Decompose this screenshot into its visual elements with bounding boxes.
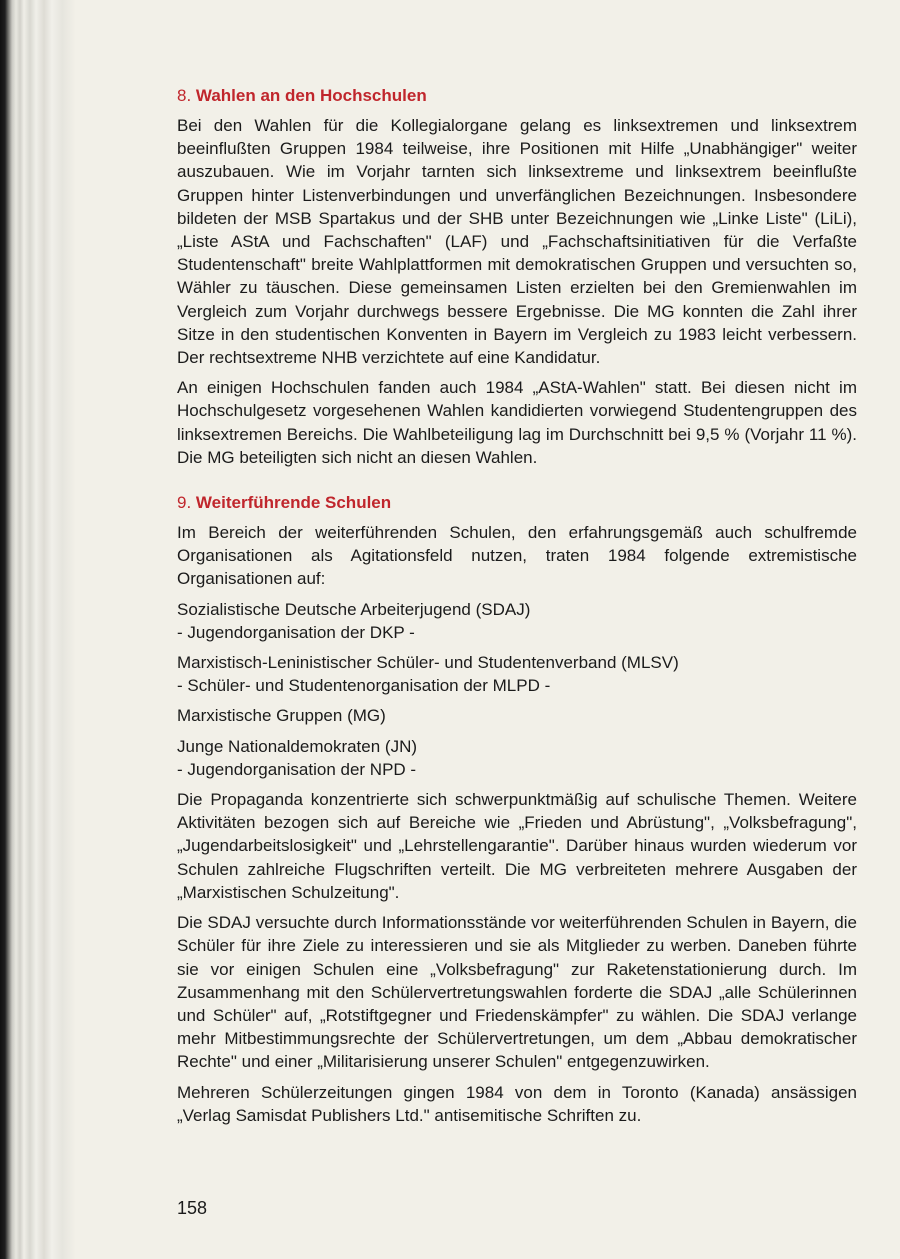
organization-item — [177, 598, 857, 644]
section-9-intro: Im Bereich der weiterführenden Schulen, den erfahrungsgemäß auch schulfremde Organisationen als Agitationsfeld nutzen, traten 1984 folgende extremistische Organisationen auf: — [177, 523, 857, 589]
section-8-number: 8. — [177, 86, 192, 105]
organization-name: Marxistische Gruppen (MG) — [177, 706, 386, 726]
section-9-paragraph-2: Die SDAJ versuchte durch Informationsstände vor weiterführenden Schulen in Bayern, die Schüler für ihre Ziele zu interessieren und sie als Mitglieder zu werben. Daneben führte sie vor einigen Schulen eine „Volksbefragung" zur Raketenstationierung durch. Im Zusammenhang mit den Schülervertretungswahlen forderte die SDAJ „alle Schülerinnen und Schüler" auf, „Rotstiftgegner und Friedenskämpfer" zu wählen. Die SDAJ verlange mehr Mitbestimmungsrechte der Schülervertretungen, um dem „Abbau demokratischer Rechte" und einer „Militarisierung unserer Schulen" entgegenzuwirken. — [177, 913, 857, 1072]
section-8-paragraph-1: Bei den Wahlen für die Kollegialorgane gelang es linksextremen und linksextrem beeinflußten Gruppen 1984 teilweise, ihre Positionen mit Hilfe „Unabhängiger" weiter auszubauen. Wie im Vorjahr tarnten sich linksextreme und linksextrem beeinflußte Gruppen hinter Listenverbindungen und unverfänglichen Bezeichnungen. Insbesondere bildeten der MSB Spartakus und der SHB unter Bezeichnungen wie „Linke Liste" (LiLi), „Liste AStA und Fachschaften" (LAF) und „Fachschaftsinitiativen für die Verfaßte Studentenschaft" breite Wahlplattformen mit demokratischen Gruppen und versuchten so, Wähler zu täuschen. Diese gemeinsamen Listen erzielten bei den Gremienwahlen im Vergleich zum Vorjahr durchwegs bessere Ergebnisse. Die MG konnten die Zahl ihrer Sitze in den studentischen Konventen in Bayern im Vergleich zu 1983 leicht verbessern. Der rechtsextreme NHB verzichtete auf eine Kandidatur. — [177, 116, 857, 368]
section-8-heading — [177, 84, 857, 108]
section-8-title: Wahlen an den Hochschulen — [195, 86, 427, 105]
page-content — [177, 84, 857, 1134]
page-number: 158 — [177, 1198, 208, 1218]
section-9-paragraph-3: Mehreren Schülerzeitungen gingen 1984 von dem in Toronto (Kanada) ansässigen „Verlag Samisdat Publishers Ltd." antisemitische Schriften zu. — [177, 1082, 857, 1125]
section-9-paragraph-1: Die Propaganda konzentrierte sich schwerpunktmäßig auf schulische Themen. Weitere Aktivitäten bezogen sich auf Bereiche wie „Frieden und Abrüstung", „Volksbefragung", „Jugendarbeitslosigkeit" und „Lehrstellengarantie". Darüber hinaus wurden wiederum vor Schulen zahlreiche Flugschriften verteilt. Die MG verbreiteten mehrere Ausgaben der „Marxistischen Schulzeitung". — [177, 790, 857, 902]
organization-note: - Jugendorganisation der DKP - — [177, 622, 415, 642]
book-binding-edge — [0, 0, 92, 1259]
organization-item — [177, 651, 857, 697]
organization-item — [177, 704, 857, 727]
section-8-paragraph-2: An einigen Hochschulen fanden auch 1984 „AStA-Wahlen" statt. Bei diesen nicht im Hochschulgesetz vorgesehenen Wahlen kandidierten vorwiegend Studentengruppen des linksextremen Bereichs. Die Wahlbeteiligung lag im Durchschnitt bei 9,5 % (Vorjahr 11 %). Die MG beteiligten sich nicht an diesen Wahlen. — [177, 378, 857, 467]
section-9-number: 9. — [177, 493, 192, 513]
organization-name: Junge Nationaldemokraten (JN) — [177, 736, 418, 756]
organization-note: - Schüler- und Studentenorganisation der MLPD - — [177, 676, 551, 696]
organization-item — [177, 735, 857, 781]
organization-name: Marxistisch-Leninistischer Schüler- und Studentenverband (MLSV) — [177, 653, 679, 673]
organization-name: Sozialistische Deutsche Arbeiterjugend (SDAJ) — [177, 599, 531, 619]
section-9-title: Weiterführende Schulen — [195, 493, 392, 513]
organization-note: - Jugendorganisation der NPD - — [177, 759, 417, 779]
section-9-heading — [177, 491, 857, 515]
